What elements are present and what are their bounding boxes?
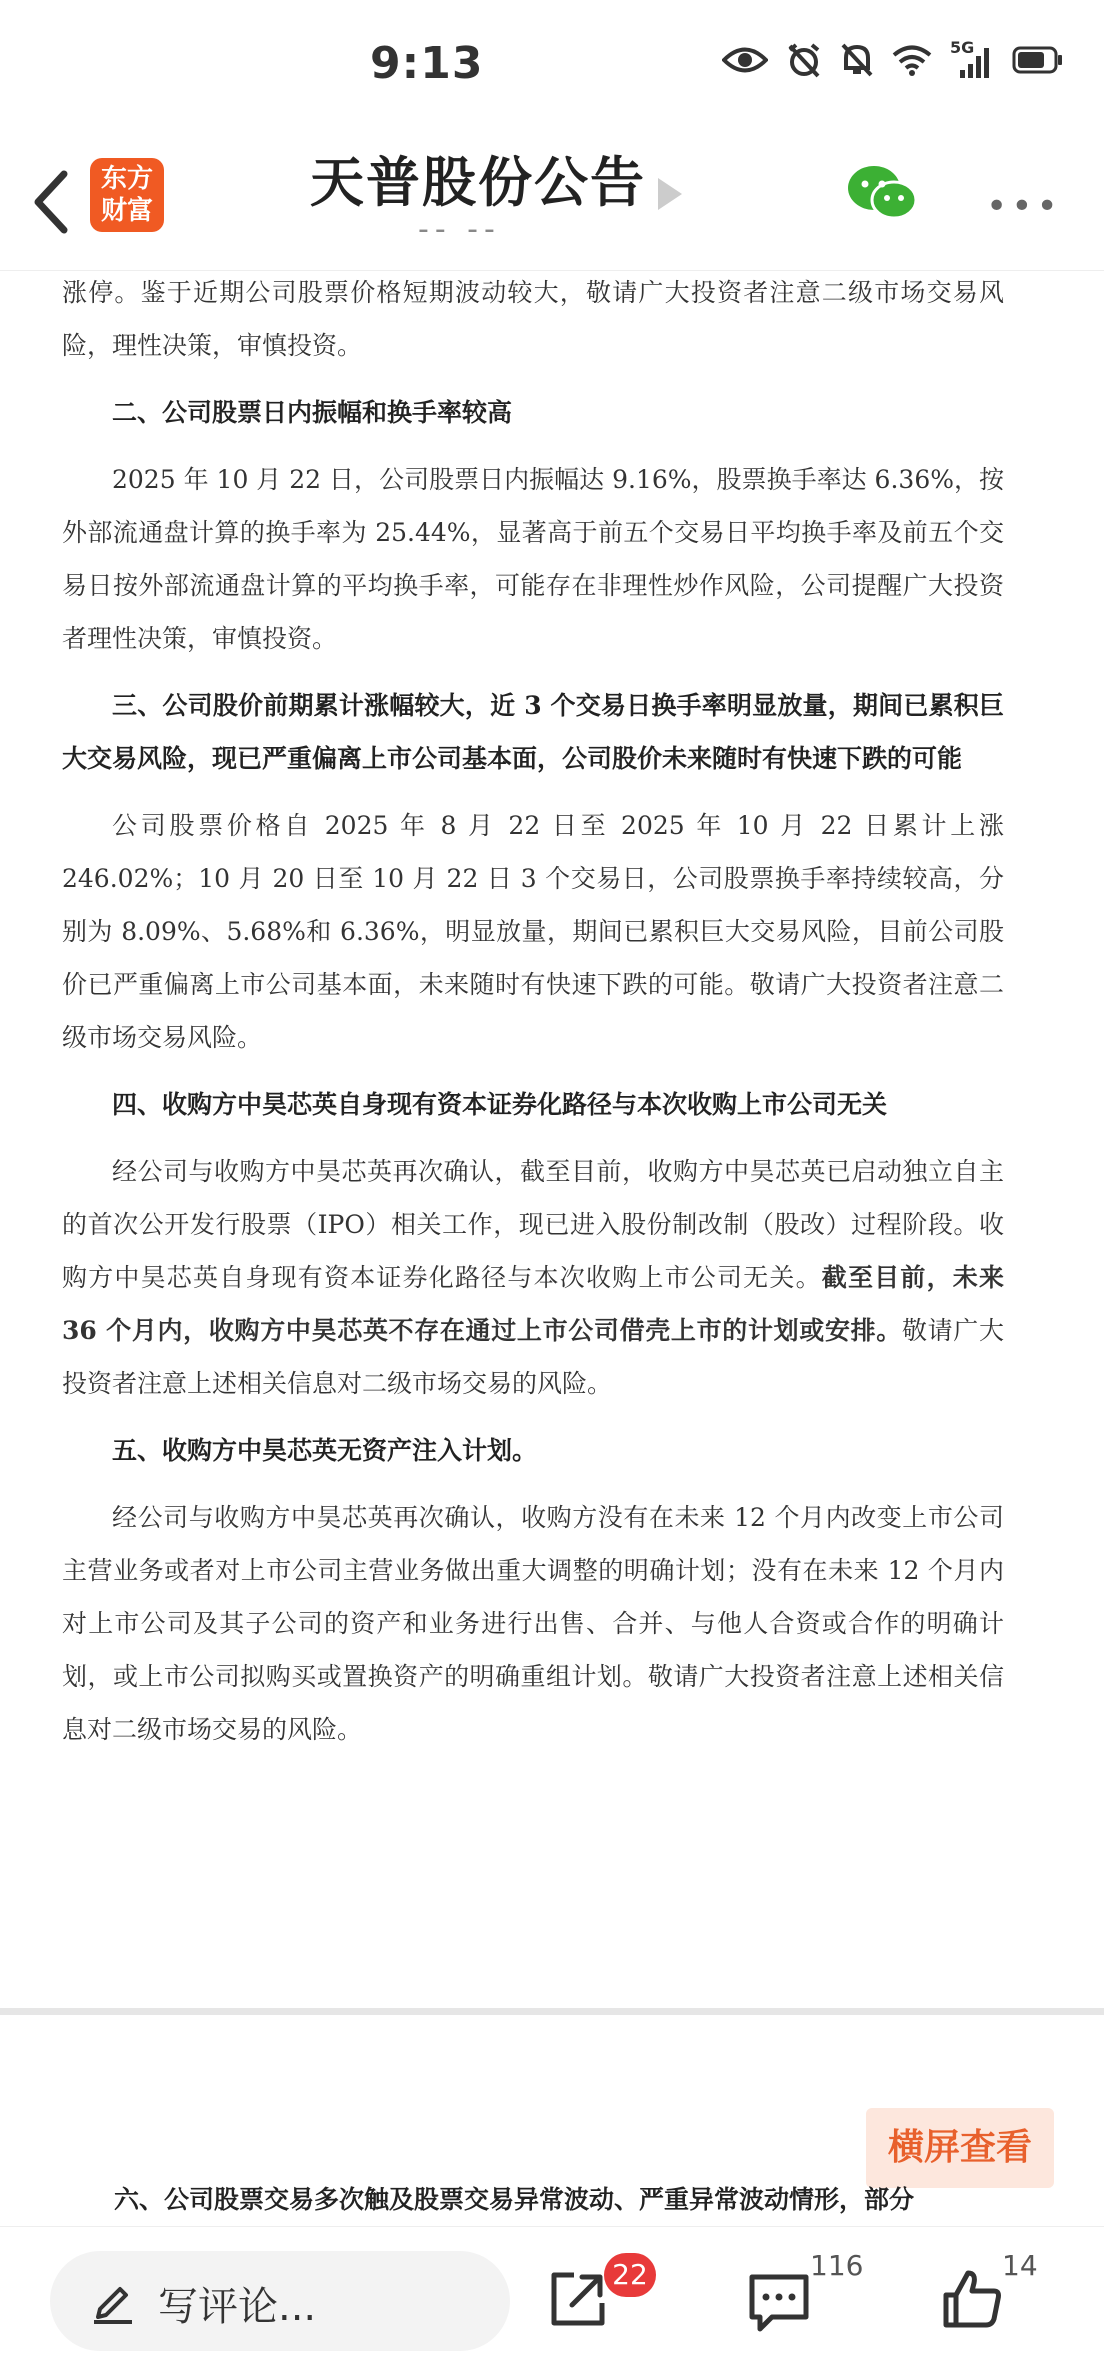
- section-divider: [0, 2008, 1104, 2015]
- page-title: 天普股份公告: [310, 151, 646, 214]
- share-icon: [546, 2267, 610, 2331]
- like-button[interactable]: [940, 2267, 1004, 2335]
- paragraph-text: 敬请广大投资者注意上述相关信息对二级市场交易的风险。: [62, 1316, 1004, 1398]
- next-section-heading: 六、公司股票交易多次触及股票交易异常波动、严重异常波动情形，部分: [114, 2185, 915, 2214]
- status-bar: [0, 0, 1104, 140]
- wechat-share-button[interactable]: [846, 162, 918, 224]
- like-count: 14: [1002, 2249, 1038, 2282]
- more-icon[interactable]: •••: [986, 186, 1062, 227]
- chevron-left-icon: [24, 162, 84, 242]
- battery-icon: [1012, 45, 1064, 79]
- section-heading: 五、收购方中昊芯英无资产注入计划。: [112, 1436, 538, 1465]
- status-icons: [722, 38, 1064, 82]
- signal-icon: [950, 38, 994, 80]
- paragraph: 涨停。鉴于近期公司股票价格短期波动较大，敬请广大投资者注意二级市场交易风险，理性决策，审慎投资。: [62, 278, 1004, 360]
- logo-line1: 东方: [100, 164, 153, 194]
- section-heading: 四、收购方中昊芯英自身现有资本证券化路径与本次收购上市公司无关: [112, 1090, 888, 1119]
- comments-button[interactable]: [746, 2271, 812, 2337]
- status-time: 9:13: [370, 38, 484, 89]
- network-type: 5G: [950, 38, 975, 57]
- eye-icon: [722, 45, 768, 79]
- paragraph: [62, 1145, 1004, 1410]
- landscape-view-button[interactable]: 横屏查看: [866, 2108, 1054, 2188]
- share-button[interactable]: [546, 2267, 610, 2335]
- paragraph: 2025 年 10 月 22 日，公司股票日内振幅达 9.16%，股票换手率达 6.36%，按外部流通盘计算的换手率为 25.44%，显著高于前五个交易日平均换手率及前五个交易日按外部流通盘计算的平均换手率，可能存在非理性炒作风险，公司提醒广大投资者理性决策，审慎投资。: [62, 465, 1004, 653]
- play-icon[interactable]: [658, 178, 682, 210]
- section-heading: 三、公司股价前期累计涨幅较大，近 3 个交易日换手率明显放量，期间已累积巨大交易风险，现已严重偏离上市公司基本面，公司股价未来随时有快速下跌的可能: [62, 691, 1004, 773]
- thumbs-up-icon: [940, 2267, 1004, 2331]
- pen-icon: [90, 2279, 136, 2329]
- paragraph: 公司股票价格自 2025 年 8 月 22 日至 2025 年 10 月 22 日累计上涨 246.02%；10 月 20 日至 10 月 22 日 3 个交易日，公司股票换手率持续较高，分别为 8.09%、5.68%和 6.36%，明显放量，期间已累积巨大交易风险，目前公司股价已严重偏离上市公司基本面，未来随时有快速下跌的可能。敬请广大投资者注意二级市场交易风险。: [62, 811, 1004, 1052]
- comment-count: 116: [810, 2249, 864, 2282]
- mute-icon: [840, 42, 874, 82]
- comment-icon: [746, 2271, 812, 2333]
- bottom-bar: [0, 2226, 1104, 2377]
- logo-line2: 财富: [100, 196, 153, 226]
- comment-placeholder: 写评论...: [158, 2284, 317, 2330]
- share-badge: 22: [604, 2253, 656, 2297]
- wechat-icon: [846, 162, 918, 224]
- nav-bar: [0, 140, 1104, 271]
- wifi-icon: [892, 44, 932, 80]
- article-body: [62, 266, 1004, 1756]
- paragraph: 经公司与收购方中昊芯英再次确认，收购方没有在未来 12 个月内改变上市公司主营业务或者对上市公司主营业务做出重大调整的明确计划；没有在未来 12 个月内对上市公司及其子公司的资产和业务进行出售、合并、与他人合资或合作的明确计划，或上市公司拟购买或置换资产的明确重组计划。敬请广大投资者注意上述相关信息对二级市场交易的风险。: [62, 1503, 1004, 1744]
- alarm-off-icon: [786, 42, 822, 82]
- paragraph-bold-text: 截至目前，未来 36 个月内，收购方中昊芯英不存在通过上市公司借壳上市的计划或安排。: [62, 1263, 1004, 1345]
- section-heading: 二、公司股票日内振幅和换手率较高: [112, 398, 513, 427]
- comment-input[interactable]: [50, 2251, 510, 2351]
- app-logo[interactable]: [90, 158, 164, 232]
- paragraph-text: 经公司与收购方中昊芯英再次确认，截至目前，收购方中昊芯英已启动独立自主的首次公开发行股票（IPO）相关工作，现已进入股份制改制（股改）过程阶段。收购方中昊芯英自身现有资本证券化路径与本次收购上市公司无关。: [62, 1157, 1004, 1292]
- back-button[interactable]: [24, 162, 94, 242]
- page-subtitle: -- --: [418, 212, 501, 247]
